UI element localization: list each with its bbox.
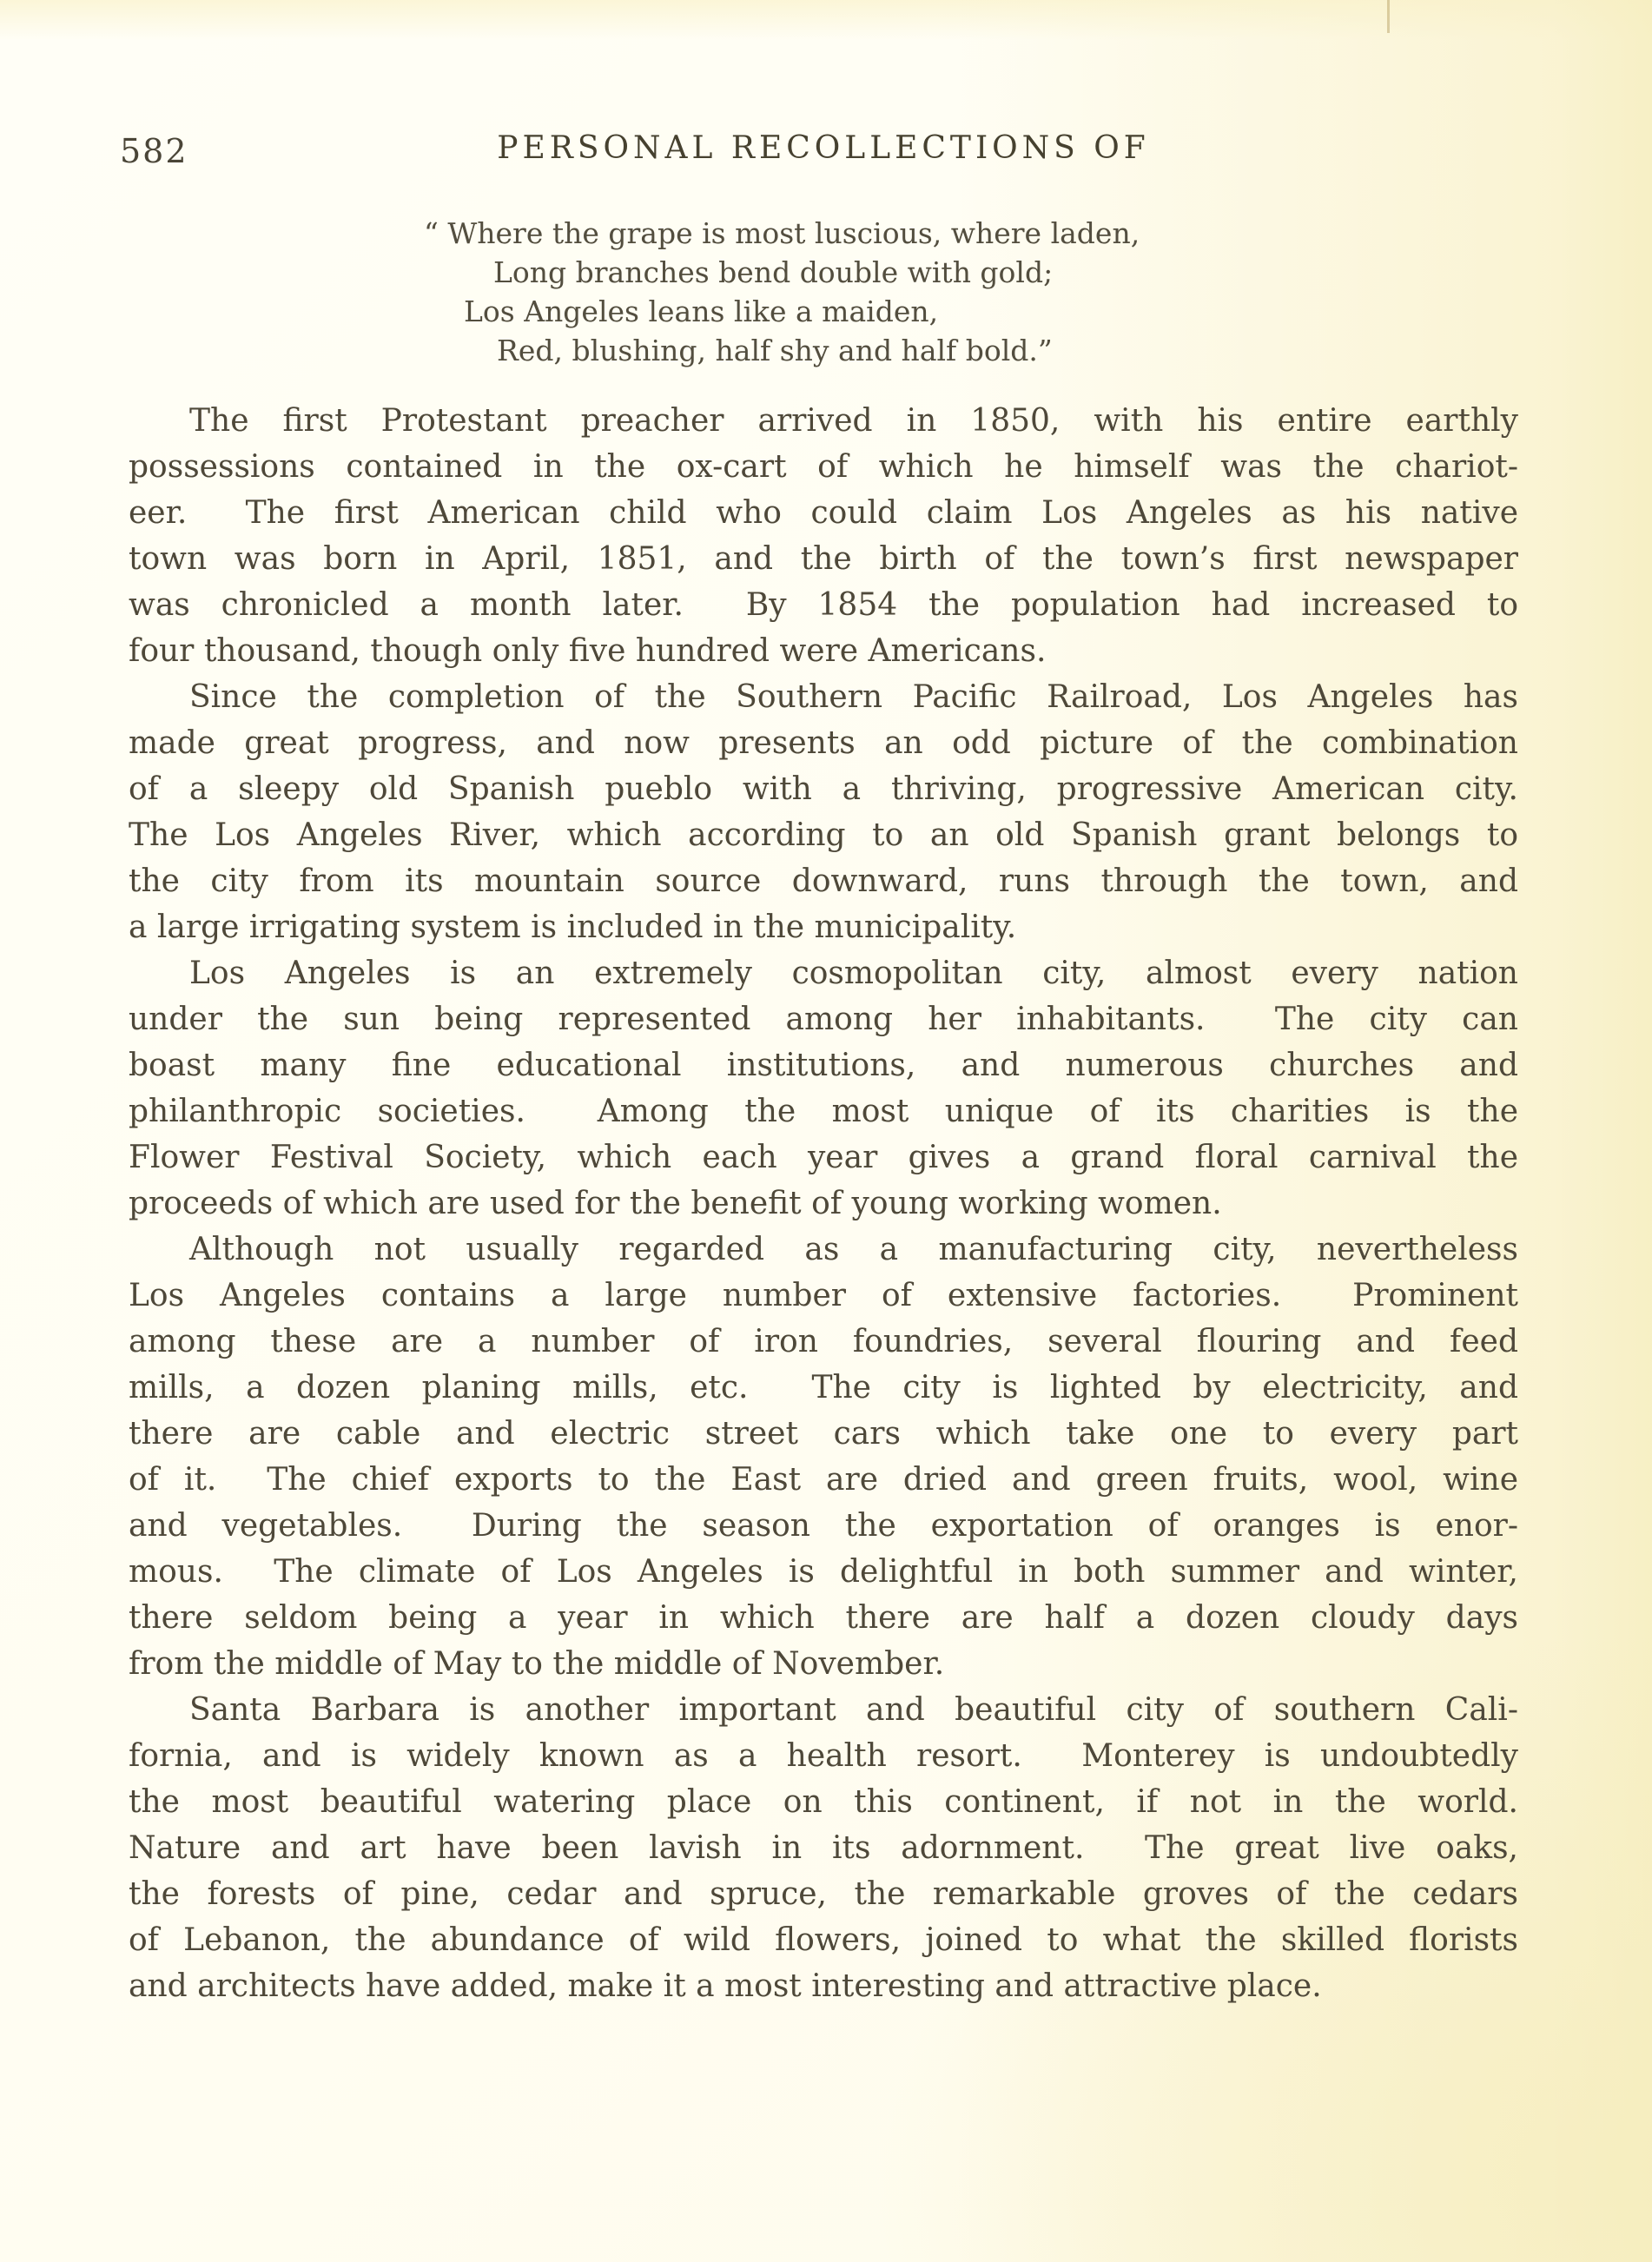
- paragraph: [129, 1687, 1518, 2009]
- text-line: under the sun being represented among her inhabitants. The city can: [129, 1002, 1518, 1037]
- page-header: [120, 130, 1518, 175]
- text-line: of it. The chief exports to the East are dried and green fruits, wool, wine: [129, 1462, 1518, 1498]
- text-line: from the middle of May to the middle of November.: [129, 1646, 945, 1682]
- paragraph: [129, 674, 1518, 950]
- text-line: mills, a dozen planing mills, etc. The city is lighted by electricity, and: [129, 1370, 1518, 1405]
- poem-line: “ Where the grape is most luscious, where laden,: [424, 216, 1140, 250]
- text-line: Los Angeles contains a large number of extensive factories. Prominent: [129, 1278, 1518, 1313]
- scan-artifact-line: [1387, 0, 1390, 33]
- text-line: boast many fine educational institutions, and numerous churches and: [129, 1048, 1518, 1083]
- text-line: the forests of pine, cedar and spruce, the remarkable groves of the cedars: [129, 1876, 1518, 1912]
- text-line: The first Protestant preacher arrived in 1850, with his entire earthly: [189, 403, 1518, 439]
- poem-line: Long branches bend double with gold;: [493, 255, 1054, 289]
- text-line: Los Angeles is an extremely cosmopolitan city, almost every nation: [189, 956, 1518, 991]
- text-line: and vegetables. During the season the exportation of oranges is enor-: [129, 1508, 1518, 1544]
- text-line: Santa Barbara is another important and beautiful city of southern Cali-: [189, 1692, 1518, 1728]
- text-line: mous. The climate of Los Angeles is delightful in both summer and winter,: [129, 1554, 1518, 1590]
- text-line: there seldom being a year in which there are half a dozen cloudy days: [129, 1600, 1518, 1636]
- text-line: was chronicled a month later. By 1854 the population had increased to: [129, 587, 1518, 623]
- text-line: philanthropic societies. Among the most unique of its charities is the: [129, 1094, 1518, 1129]
- page-number: 582: [120, 132, 188, 170]
- paragraph: [129, 398, 1518, 674]
- text-line: a large irrigating system is included in the municipality.: [129, 909, 1017, 945]
- text-line: the city from its mountain source downward, runs through the town, and: [129, 863, 1518, 899]
- text-line: of Lebanon, the abundance of wild flowers, joined to what the skilled florists: [129, 1922, 1518, 1958]
- text-line: The Los Angeles River, which according to an old Spanish grant belongs to: [129, 817, 1518, 853]
- text-line: proceeds of which are used for the benefit of young working women.: [129, 1186, 1222, 1221]
- text-line: Although not usually regarded as a manufacturing city, nevertheless: [189, 1232, 1518, 1267]
- text-line: among these are a number of iron foundries, several flouring and feed: [129, 1324, 1518, 1359]
- text-line: fornia, and is widely known as a health resort. Monterey is undoubtedly: [129, 1738, 1518, 1774]
- text-line: Since the completion of the Southern Pacific Railroad, Los Angeles has: [189, 679, 1518, 715]
- text-line: Flower Festival Society, which each year gives a grand floral carnival the: [129, 1140, 1518, 1175]
- text-line: eer. The first American child who could claim Los Angeles as his native: [129, 495, 1518, 531]
- running-header-title: PERSONAL RECOLLECTIONS OF: [497, 130, 1150, 166]
- poem-line: Los Angeles leans like a maiden,: [464, 294, 939, 328]
- text-line: of a sleepy old Spanish pueblo with a thriving, progressive American city.: [129, 771, 1518, 807]
- text-line: four thousand, though only five hundred were Americans.: [129, 633, 1047, 669]
- paragraph: [129, 1227, 1518, 1687]
- text-line: Nature and art have been lavish in its adornment. The great live oaks,: [129, 1830, 1518, 1866]
- body-text: [129, 398, 1518, 2009]
- text-line: made great progress, and now presents an odd picture of the combination: [129, 725, 1518, 761]
- text-line: town was born in April, 1851, and the birth of the town’s first newspaper: [129, 541, 1518, 577]
- text-line: the most beautiful watering place on this continent, if not in the world.: [129, 1784, 1518, 1820]
- poem-line: Red, blushing, half shy and half bold.”: [497, 334, 1053, 367]
- paragraph: [129, 950, 1518, 1227]
- text-line: and architects have added, make it a most interesting and attractive place.: [129, 1968, 1322, 2004]
- text-line: there are cable and electric street cars which take one to every part: [129, 1416, 1518, 1452]
- text-line: possessions contained in the ox-cart of which he himself was the chariot-: [129, 449, 1518, 485]
- poem-quote: [424, 214, 1140, 370]
